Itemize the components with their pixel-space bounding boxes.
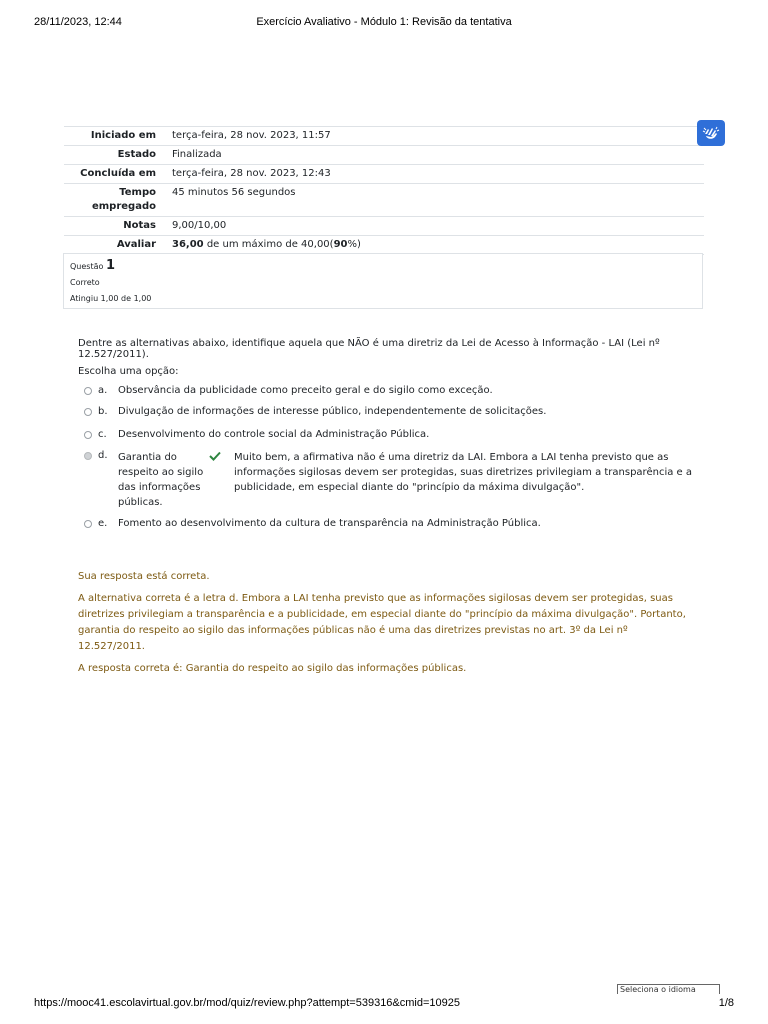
completed-value: terça-feira, 28 nov. 2023, 12:43 <box>172 168 331 179</box>
general-feedback: A alternativa correta é a letra d. Embora a LAI tenha previsto que as informações sigilosas devem ser protegidas, suas diretrizes privilegiam a transparência e a publicidade, em especial diante do "princípio da máxima divulgação". Portanto, garantia do respeito ao sigilo das informações públicas não é uma das diretrizes previstas no art. 3º da Lei nº 12.527/2011. <box>78 593 686 652</box>
option-b-letter: b. <box>98 406 108 417</box>
grade-value <box>164 236 361 254</box>
grade-label: Avaliar <box>116 239 156 250</box>
print-url: https://mooc41.escolavirtual.gov.br/mod/quiz/review.php?attempt=539316&cmid=10925 <box>34 997 460 1009</box>
summary-row-marks <box>64 217 704 236</box>
option-e-letter: e. <box>98 518 108 529</box>
accessibility-button[interactable] <box>697 120 725 146</box>
question-text: Dentre as alternativas abaixo, identifique aquela que NÃO é uma diretriz da Lei de Acesso à Informação - LAI (Lei nº 12.527/2011). <box>78 338 660 360</box>
time-value: 45 minutos 56 segundos <box>172 187 296 198</box>
option-e-text: Fomento ao desenvolvimento da cultura de transparência na Administração Pública. <box>118 518 541 529</box>
option-b[interactable] <box>84 406 546 417</box>
question-info-box <box>63 253 703 309</box>
time-label <box>64 184 164 216</box>
option-c-radio[interactable] <box>84 431 92 439</box>
marks-value: 9,00/10,00 <box>172 220 227 231</box>
grade-end-text: %) <box>347 239 361 250</box>
language-select[interactable]: Seleciona o idioma <box>617 984 720 994</box>
option-d-letter: d. <box>98 450 108 461</box>
option-e[interactable] <box>84 518 541 529</box>
summary-row-completed <box>64 165 704 184</box>
outcome-feedback <box>78 569 688 683</box>
question-mark: Atingiu 1,00 de 1,00 <box>70 294 152 303</box>
checkmark-icon <box>209 451 221 461</box>
answer-prompt: Escolha uma opção: <box>78 366 179 377</box>
attempt-summary-table <box>64 126 704 255</box>
question-status: Correto <box>70 278 100 287</box>
print-page-number: 1/8 <box>718 997 734 1009</box>
option-b-text: Divulgação de informações de interesse público, independentemente de solicitações. <box>118 406 547 417</box>
started-value: terça-feira, 28 nov. 2023, 11:57 <box>172 130 331 141</box>
question-number-value: 1 <box>105 258 115 273</box>
option-d-radio[interactable] <box>84 452 92 460</box>
grade-score: 36,00 <box>172 239 204 250</box>
right-answer: A resposta correta é: Garantia do respeito ao sigilo das informações públicas. <box>78 663 467 674</box>
time-label-line2: empregado <box>91 201 156 212</box>
grade-percent: 90 <box>333 239 348 250</box>
summary-row-time <box>64 184 704 217</box>
summary-row-started <box>64 127 704 146</box>
option-a[interactable] <box>84 385 493 396</box>
summary-row-state <box>64 146 704 165</box>
marks-label: Notas <box>123 220 156 231</box>
state-value: Finalizada <box>172 149 222 160</box>
started-label: Iniciado em <box>90 130 156 141</box>
option-d[interactable] <box>84 450 204 510</box>
option-b-radio[interactable] <box>84 408 92 416</box>
correct-message: Sua resposta está correta. <box>78 571 210 582</box>
option-a-text: Observância da publicidade como preceito geral e do sigilo como exceção. <box>118 385 493 396</box>
completed-label: Concluída em <box>80 168 156 179</box>
state-label: Estado <box>117 149 156 160</box>
option-e-radio[interactable] <box>84 520 92 528</box>
hand-sign-language-icon <box>702 125 720 141</box>
question-number <box>70 258 696 275</box>
option-c-text: Desenvolvimento do controle social da Administração Pública. <box>118 429 430 440</box>
option-a-letter: a. <box>98 385 108 396</box>
option-c[interactable] <box>84 429 429 440</box>
grade-mid-text: de um máximo de 40,00( <box>203 239 334 250</box>
option-c-letter: c. <box>98 429 107 440</box>
option-a-radio[interactable] <box>84 387 92 395</box>
option-d-feedback: Muito bem, a afirmativa não é uma diretriz da LAI. Embora a LAI tenha previsto que as informações sigilosas devem ser protegidas, suas diretrizes privilegiam a transparência e a publicidade, em especial diante do "princípio da máxima divulgação". <box>234 452 692 493</box>
option-d-text: Garantia do respeito ao sigilo das informações públicas. <box>118 452 204 508</box>
print-page-title: Exercício Avaliativo - Módulo 1: Revisão da tentativa <box>256 16 512 28</box>
print-datetime: 28/11/2023, 12:44 <box>34 16 122 28</box>
print-header <box>34 16 734 32</box>
time-label-line1: Tempo <box>119 187 156 198</box>
question-prefix: Questão <box>70 262 104 271</box>
print-footer <box>34 997 734 1011</box>
